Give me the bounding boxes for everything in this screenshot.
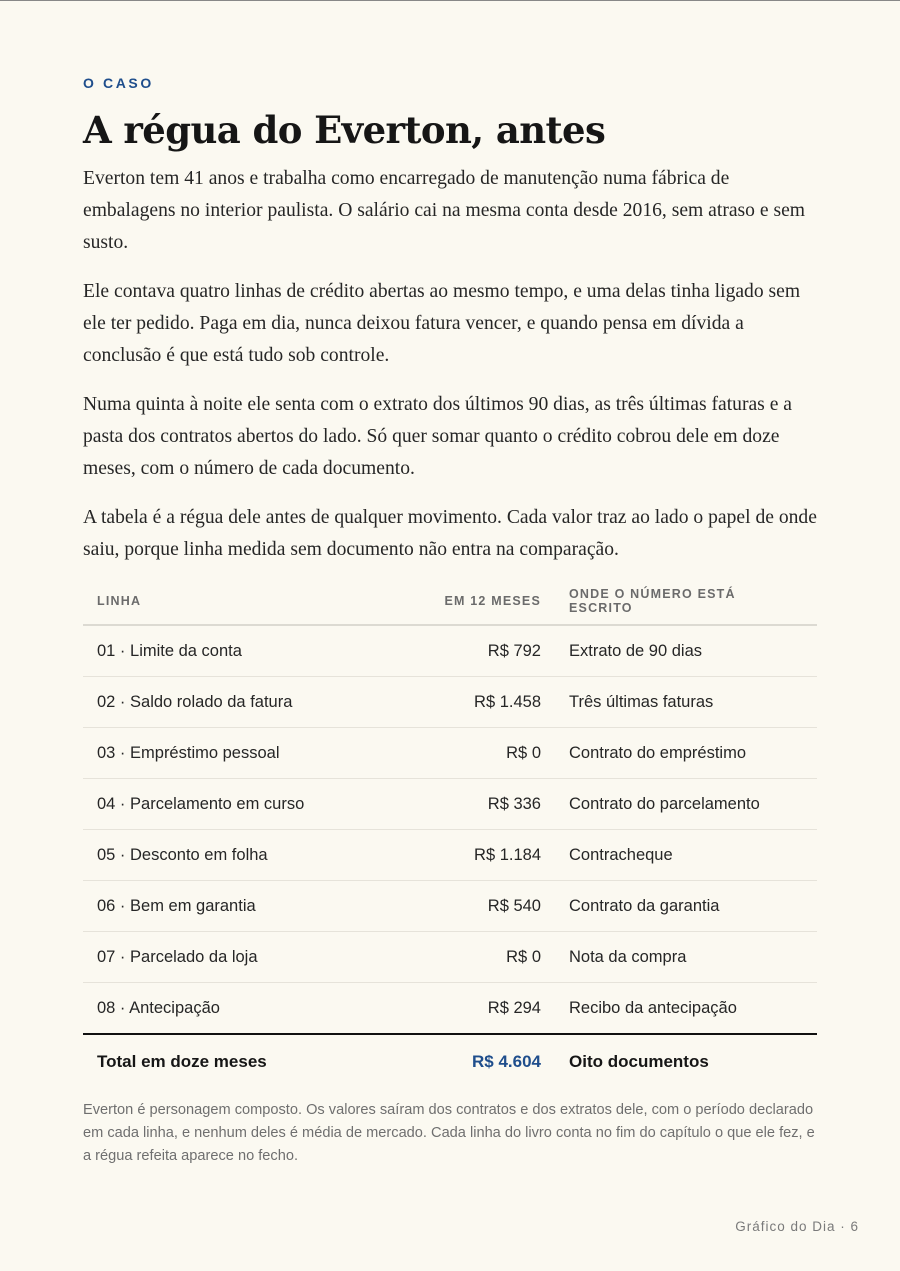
row-amount: R$ 1.184: [373, 830, 555, 881]
row-line: 05 · Desconto em folha: [83, 830, 373, 881]
row-line: 07 · Parcelado da loja: [83, 932, 373, 983]
body-text: [83, 163, 823, 583]
total-label: Total em doze meses: [97, 1051, 267, 1071]
row-source: Contrato do empréstimo: [555, 728, 817, 779]
row-amount: R$ 540: [373, 881, 555, 932]
table-header-row: [83, 578, 817, 625]
row-line: 01 · Limite da conta: [83, 625, 373, 677]
row-amount: R$ 294: [373, 983, 555, 1035]
section-kicker: O CASO: [83, 75, 154, 91]
row-amount: R$ 0: [373, 932, 555, 983]
row-line: 02 · Saldo rolado da fatura: [83, 677, 373, 728]
row-amount: R$ 336: [373, 779, 555, 830]
table-row: [83, 881, 817, 932]
footnote: Everton é personagem composto. Os valores saíram dos contratos e dos extratos dele, com o período declarado em cada linha, e nenhum deles é média de mercado. Cada linha do livro conta no fim do capítulo o que ele fez, e a régua refeita aparece no fecho.: [83, 1102, 815, 1164]
header-source: ONDE O NÚMERO ESTÁ ESCRITO: [555, 578, 817, 625]
table-row: [83, 728, 817, 779]
row-line: 03 · Empréstimo pessoal: [83, 728, 373, 779]
paragraph-2: Ele contava quatro linhas de crédito abertas ao mesmo tempo, e uma delas tinha ligado sem ele ter pedido. Paga em dia, nunca deixou fatura vencer, e quando pensa em dívida a conclusão é que está tudo sob controle.: [83, 281, 801, 366]
paragraph-1: Everton tem 41 anos e trabalha como encarregado de manutenção numa fábrica de embalagens no interior paulista. O salário cai na mesma conta desde 2016, sem atraso e sem susto.: [83, 168, 806, 253]
total-source: Oito documentos: [569, 1051, 709, 1071]
row-line: 04 · Parcelamento em curso: [83, 779, 373, 830]
total-row: [83, 1034, 817, 1088]
page-footer: Gráfico do Dia · 6: [735, 1219, 859, 1234]
row-line: 08 · Antecipação: [83, 983, 373, 1035]
credit-table: [83, 578, 817, 1088]
paragraph-4: A tabela é a régua dele antes de qualquer movimento. Cada valor traz ao lado o papel de onde saiu, porque linha medida sem documento não entra na comparação.: [83, 507, 817, 560]
row-line: 06 · Bem em garantia: [83, 881, 373, 932]
row-source: Nota da compra: [555, 932, 817, 983]
header-amount: EM 12 MESES: [373, 578, 555, 625]
total-amount: R$ 4.604: [472, 1051, 541, 1071]
table-row: [83, 625, 817, 677]
row-source: Contrato da garantia: [555, 881, 817, 932]
row-source: Contrato do parcelamento: [555, 779, 817, 830]
row-source: Extrato de 90 dias: [555, 625, 817, 677]
row-source: Três últimas faturas: [555, 677, 817, 728]
row-amount: R$ 792: [373, 625, 555, 677]
page-title: A régua do Everton, antes: [83, 108, 606, 152]
paragraph-3: Numa quinta à noite ele senta com o extrato dos últimos 90 dias, as três últimas faturas e a pasta dos contratos abertos do lado. Só quer somar quanto o crédito cobrou dele em doze meses, com o número de cada documento.: [83, 394, 793, 479]
table-row: [83, 677, 817, 728]
row-amount: R$ 1.458: [373, 677, 555, 728]
table-row: [83, 830, 817, 881]
header-line: LINHA: [83, 578, 373, 625]
table-row: [83, 779, 817, 830]
top-rule: [0, 0, 900, 1]
row-source: Contracheque: [555, 830, 817, 881]
row-source: Recibo da antecipação: [555, 983, 817, 1035]
table-row: [83, 932, 817, 983]
table-row: [83, 983, 817, 1035]
row-amount: R$ 0: [373, 728, 555, 779]
